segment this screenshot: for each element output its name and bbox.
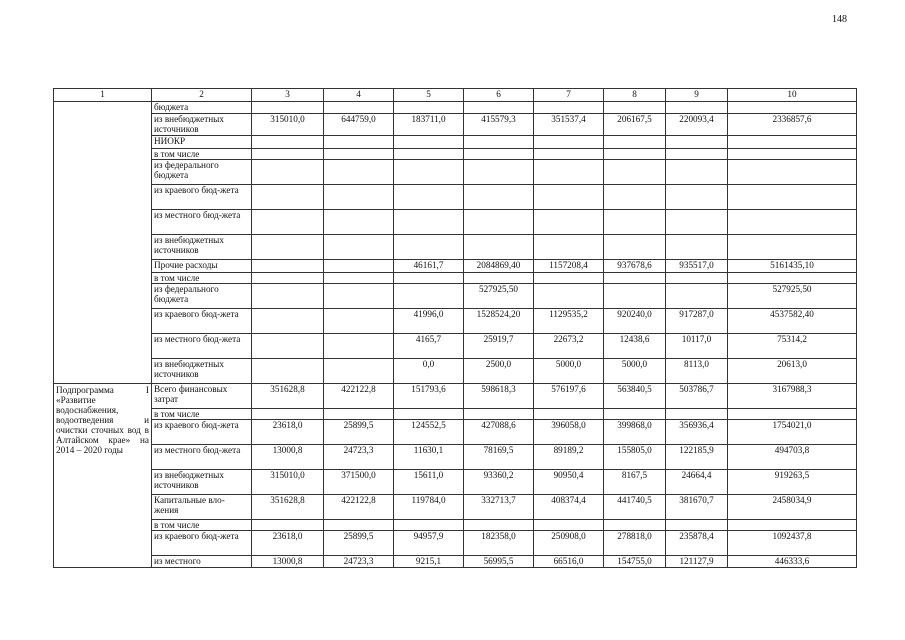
value-cell bbox=[464, 409, 534, 420]
value-cell: 917287,0 bbox=[666, 309, 728, 334]
value-cell: 5000,0 bbox=[534, 359, 604, 384]
table-row bbox=[54, 445, 857, 470]
value-cell: 0,0 bbox=[394, 359, 464, 384]
value-cell bbox=[728, 149, 857, 160]
value-cell bbox=[324, 235, 394, 260]
value-cell: 235878,4 bbox=[666, 531, 728, 556]
value-cell: 8167,5 bbox=[604, 470, 666, 495]
value-cell: 422122,8 bbox=[324, 495, 394, 520]
value-cell bbox=[394, 235, 464, 260]
value-cell: 20613,0 bbox=[728, 359, 857, 384]
value-cell bbox=[604, 160, 666, 185]
row-label: из внебюджетных источников bbox=[152, 114, 252, 136]
column-header: 2 bbox=[152, 89, 252, 102]
value-cell bbox=[534, 284, 604, 309]
value-cell bbox=[394, 273, 464, 284]
row-label: из краевого бюд-жета bbox=[152, 185, 252, 210]
value-cell bbox=[666, 185, 728, 210]
value-cell: 75314,2 bbox=[728, 334, 857, 359]
value-cell bbox=[534, 520, 604, 531]
row-label: из внебюджетных источников bbox=[152, 470, 252, 495]
value-cell bbox=[252, 185, 324, 210]
value-cell: 598618,3 bbox=[464, 384, 534, 409]
value-cell: 503786,7 bbox=[666, 384, 728, 409]
value-cell: 119784,0 bbox=[394, 495, 464, 520]
value-cell bbox=[728, 235, 857, 260]
value-cell bbox=[464, 273, 534, 284]
value-cell: 527925,50 bbox=[728, 284, 857, 309]
value-cell: 41996,0 bbox=[394, 309, 464, 334]
row-label: из местного bbox=[152, 556, 252, 568]
value-cell bbox=[666, 149, 728, 160]
value-cell: 399868,0 bbox=[604, 420, 666, 445]
value-cell bbox=[604, 102, 666, 114]
value-cell bbox=[534, 409, 604, 420]
value-cell: 56995,5 bbox=[464, 556, 534, 568]
row-label: НИОКР bbox=[152, 136, 252, 149]
value-cell bbox=[324, 520, 394, 531]
value-cell bbox=[534, 273, 604, 284]
value-cell bbox=[252, 284, 324, 309]
value-cell: 644759,0 bbox=[324, 114, 394, 136]
column-header: 3 bbox=[252, 89, 324, 102]
table-row bbox=[54, 235, 857, 260]
value-cell bbox=[252, 409, 324, 420]
value-cell bbox=[464, 136, 534, 149]
value-cell: 9215,1 bbox=[394, 556, 464, 568]
row-label: из местного бюд-жета bbox=[152, 334, 252, 359]
value-cell: 422122,8 bbox=[324, 384, 394, 409]
value-cell bbox=[324, 273, 394, 284]
value-cell bbox=[394, 136, 464, 149]
column-header: 1 bbox=[54, 89, 152, 102]
value-cell bbox=[324, 102, 394, 114]
value-cell: 22673,2 bbox=[534, 334, 604, 359]
value-cell bbox=[464, 185, 534, 210]
value-cell: 183711,0 bbox=[394, 114, 464, 136]
value-cell: 1129535,2 bbox=[534, 309, 604, 334]
table-row bbox=[54, 420, 857, 445]
value-cell: 576197,6 bbox=[534, 384, 604, 409]
value-cell bbox=[324, 185, 394, 210]
value-cell: 446333,6 bbox=[728, 556, 857, 568]
value-cell bbox=[324, 284, 394, 309]
value-cell bbox=[252, 309, 324, 334]
value-cell bbox=[324, 359, 394, 384]
value-cell bbox=[394, 102, 464, 114]
value-cell: 124552,5 bbox=[394, 420, 464, 445]
row-label: из внебюджетных источников bbox=[152, 359, 252, 384]
value-cell: 66516,0 bbox=[534, 556, 604, 568]
value-cell: 494703,8 bbox=[728, 445, 857, 470]
value-cell: 78169,5 bbox=[464, 445, 534, 470]
subprogram-label: Подпрограмма I «Развитие водоснабжения, водоотведения и очистки сточных вод в Алтайском крае» на 2014 – 2020 годы bbox=[54, 384, 152, 568]
value-cell bbox=[324, 210, 394, 235]
value-cell bbox=[252, 260, 324, 273]
value-cell bbox=[728, 210, 857, 235]
table-row bbox=[54, 384, 857, 409]
value-cell bbox=[252, 359, 324, 384]
value-cell: 1092437,8 bbox=[728, 531, 857, 556]
column-header: 5 bbox=[394, 89, 464, 102]
value-cell bbox=[252, 149, 324, 160]
table-row bbox=[54, 470, 857, 495]
value-cell bbox=[394, 284, 464, 309]
value-cell bbox=[464, 102, 534, 114]
table-row bbox=[54, 273, 857, 284]
value-cell bbox=[394, 520, 464, 531]
value-cell: 527925,50 bbox=[464, 284, 534, 309]
value-cell bbox=[534, 149, 604, 160]
table-row bbox=[54, 495, 857, 520]
value-cell: 1157208,4 bbox=[534, 260, 604, 273]
value-cell: 25919,7 bbox=[464, 334, 534, 359]
value-cell bbox=[604, 235, 666, 260]
value-cell: 2458034,9 bbox=[728, 495, 857, 520]
page-number: 148 bbox=[832, 14, 847, 25]
value-cell bbox=[324, 334, 394, 359]
value-cell bbox=[394, 210, 464, 235]
value-cell: 937678,6 bbox=[604, 260, 666, 273]
value-cell bbox=[534, 185, 604, 210]
value-cell bbox=[604, 136, 666, 149]
value-cell: 371500,0 bbox=[324, 470, 394, 495]
value-cell: 356936,4 bbox=[666, 420, 728, 445]
value-cell: 441740,5 bbox=[604, 495, 666, 520]
row-label: в том числе bbox=[152, 149, 252, 160]
value-cell bbox=[324, 409, 394, 420]
table-row bbox=[54, 531, 857, 556]
value-cell bbox=[728, 160, 857, 185]
value-cell: 206167,5 bbox=[604, 114, 666, 136]
value-cell: 25899,5 bbox=[324, 420, 394, 445]
value-cell: 1528524,20 bbox=[464, 309, 534, 334]
row-label: в том числе bbox=[152, 273, 252, 284]
value-cell bbox=[604, 409, 666, 420]
value-cell: 151793,6 bbox=[394, 384, 464, 409]
value-cell bbox=[728, 409, 857, 420]
column-header: 9 bbox=[666, 89, 728, 102]
value-cell: 4165,7 bbox=[394, 334, 464, 359]
table-row bbox=[54, 409, 857, 420]
value-cell: 155805,0 bbox=[604, 445, 666, 470]
column-header: 6 bbox=[464, 89, 534, 102]
value-cell bbox=[728, 136, 857, 149]
table-row bbox=[54, 160, 857, 185]
table-row bbox=[54, 260, 857, 273]
value-cell bbox=[666, 409, 728, 420]
row-label: из краевого бюд-жета bbox=[152, 531, 252, 556]
row-label: в том числе bbox=[152, 520, 252, 531]
value-cell bbox=[324, 309, 394, 334]
table-row bbox=[54, 334, 857, 359]
value-cell bbox=[252, 102, 324, 114]
value-cell: 24664,4 bbox=[666, 470, 728, 495]
value-cell bbox=[394, 160, 464, 185]
empty-group-cell bbox=[54, 102, 152, 384]
value-cell: 13000,8 bbox=[252, 556, 324, 568]
value-cell: 250908,0 bbox=[534, 531, 604, 556]
value-cell: 919263,5 bbox=[728, 470, 857, 495]
value-cell: 2500,0 bbox=[464, 359, 534, 384]
value-cell: 427088,6 bbox=[464, 420, 534, 445]
value-cell: 89189,2 bbox=[534, 445, 604, 470]
column-header: 10 bbox=[728, 89, 857, 102]
row-label: из федерального бюджета bbox=[152, 160, 252, 185]
value-cell bbox=[666, 284, 728, 309]
value-cell: 12438,6 bbox=[604, 334, 666, 359]
value-cell: 94957,9 bbox=[394, 531, 464, 556]
value-cell bbox=[324, 160, 394, 185]
value-cell: 351537,4 bbox=[534, 114, 604, 136]
table-row bbox=[54, 284, 857, 309]
value-cell bbox=[666, 136, 728, 149]
row-label: из краевого бюд-жета bbox=[152, 309, 252, 334]
value-cell bbox=[252, 273, 324, 284]
value-cell: 23618,0 bbox=[252, 420, 324, 445]
value-cell: 24723,3 bbox=[324, 556, 394, 568]
value-cell: 93360,2 bbox=[464, 470, 534, 495]
value-cell: 2336857,6 bbox=[728, 114, 857, 136]
value-cell bbox=[252, 160, 324, 185]
value-cell bbox=[252, 136, 324, 149]
row-label: в том числе bbox=[152, 409, 252, 420]
value-cell bbox=[394, 185, 464, 210]
value-cell bbox=[394, 149, 464, 160]
value-cell bbox=[604, 273, 666, 284]
value-cell: 415579,3 bbox=[464, 114, 534, 136]
value-cell: 23618,0 bbox=[252, 531, 324, 556]
value-cell bbox=[464, 235, 534, 260]
value-cell: 332713,7 bbox=[464, 495, 534, 520]
value-cell: 5000,0 bbox=[604, 359, 666, 384]
table-row bbox=[54, 359, 857, 384]
value-cell bbox=[666, 102, 728, 114]
column-header: 8 bbox=[604, 89, 666, 102]
column-header: 7 bbox=[534, 89, 604, 102]
value-cell: 13000,8 bbox=[252, 445, 324, 470]
row-label: из местного бюд-жета bbox=[152, 210, 252, 235]
table-row bbox=[54, 520, 857, 531]
value-cell: 24723,3 bbox=[324, 445, 394, 470]
value-cell: 8113,0 bbox=[666, 359, 728, 384]
value-cell bbox=[534, 160, 604, 185]
value-cell: 315010,0 bbox=[252, 114, 324, 136]
table-row bbox=[54, 309, 857, 334]
value-cell: 381670,7 bbox=[666, 495, 728, 520]
value-cell: 10117,0 bbox=[666, 334, 728, 359]
value-cell bbox=[666, 273, 728, 284]
table-row bbox=[54, 210, 857, 235]
row-label: из местного бюд-жета bbox=[152, 445, 252, 470]
value-cell: 46161,7 bbox=[394, 260, 464, 273]
value-cell bbox=[666, 235, 728, 260]
value-cell: 278818,0 bbox=[604, 531, 666, 556]
value-cell: 5161435,10 bbox=[728, 260, 857, 273]
value-cell bbox=[534, 210, 604, 235]
value-cell bbox=[252, 235, 324, 260]
value-cell: 154755,0 bbox=[604, 556, 666, 568]
table-row bbox=[54, 102, 857, 114]
table-row bbox=[54, 149, 857, 160]
value-cell: 315010,0 bbox=[252, 470, 324, 495]
value-cell bbox=[464, 149, 534, 160]
value-cell: 121127,9 bbox=[666, 556, 728, 568]
value-cell: 25899,5 bbox=[324, 531, 394, 556]
table-row bbox=[54, 185, 857, 210]
value-cell bbox=[728, 102, 857, 114]
row-label: из федерального бюджета bbox=[152, 284, 252, 309]
value-cell bbox=[252, 334, 324, 359]
value-cell bbox=[252, 210, 324, 235]
value-cell: 935517,0 bbox=[666, 260, 728, 273]
financing-table bbox=[53, 88, 857, 568]
row-label: из краевого бюд-жета bbox=[152, 420, 252, 445]
value-cell bbox=[604, 149, 666, 160]
value-cell: 15611,0 bbox=[394, 470, 464, 495]
value-cell bbox=[464, 210, 534, 235]
value-cell bbox=[666, 160, 728, 185]
value-cell bbox=[604, 284, 666, 309]
value-cell bbox=[394, 409, 464, 420]
value-cell: 4537582,40 bbox=[728, 309, 857, 334]
value-cell bbox=[534, 136, 604, 149]
value-cell: 11630,1 bbox=[394, 445, 464, 470]
value-cell bbox=[728, 185, 857, 210]
value-cell bbox=[604, 210, 666, 235]
row-label: бюджета bbox=[152, 102, 252, 114]
value-cell: 3167988,3 bbox=[728, 384, 857, 409]
value-cell: 122185,9 bbox=[666, 445, 728, 470]
table-row bbox=[54, 556, 857, 568]
value-cell: 90950,4 bbox=[534, 470, 604, 495]
value-cell bbox=[324, 149, 394, 160]
value-cell bbox=[324, 260, 394, 273]
value-cell bbox=[666, 210, 728, 235]
value-cell: 2084869,40 bbox=[464, 260, 534, 273]
row-label: из внебюджетных источников bbox=[152, 235, 252, 260]
value-cell bbox=[534, 102, 604, 114]
value-cell bbox=[666, 520, 728, 531]
value-cell bbox=[534, 235, 604, 260]
value-cell: 182358,0 bbox=[464, 531, 534, 556]
value-cell bbox=[252, 520, 324, 531]
value-cell: 1754021,0 bbox=[728, 420, 857, 445]
header-row bbox=[54, 89, 857, 102]
value-cell bbox=[464, 520, 534, 531]
row-label: Капитальные вло-жения bbox=[152, 495, 252, 520]
row-label: Всего финансовых затрат bbox=[152, 384, 252, 409]
value-cell: 920240,0 bbox=[604, 309, 666, 334]
value-cell: 351628,8 bbox=[252, 384, 324, 409]
value-cell bbox=[604, 185, 666, 210]
value-cell bbox=[728, 520, 857, 531]
value-cell: 396058,0 bbox=[534, 420, 604, 445]
value-cell: 220093,4 bbox=[666, 114, 728, 136]
value-cell bbox=[324, 136, 394, 149]
value-cell bbox=[464, 160, 534, 185]
value-cell bbox=[604, 520, 666, 531]
row-label: Прочие расходы bbox=[152, 260, 252, 273]
value-cell bbox=[728, 273, 857, 284]
value-cell: 408374,4 bbox=[534, 495, 604, 520]
table-row bbox=[54, 136, 857, 149]
column-header: 4 bbox=[324, 89, 394, 102]
table-row bbox=[54, 114, 857, 136]
value-cell: 351628,8 bbox=[252, 495, 324, 520]
value-cell: 563840,5 bbox=[604, 384, 666, 409]
